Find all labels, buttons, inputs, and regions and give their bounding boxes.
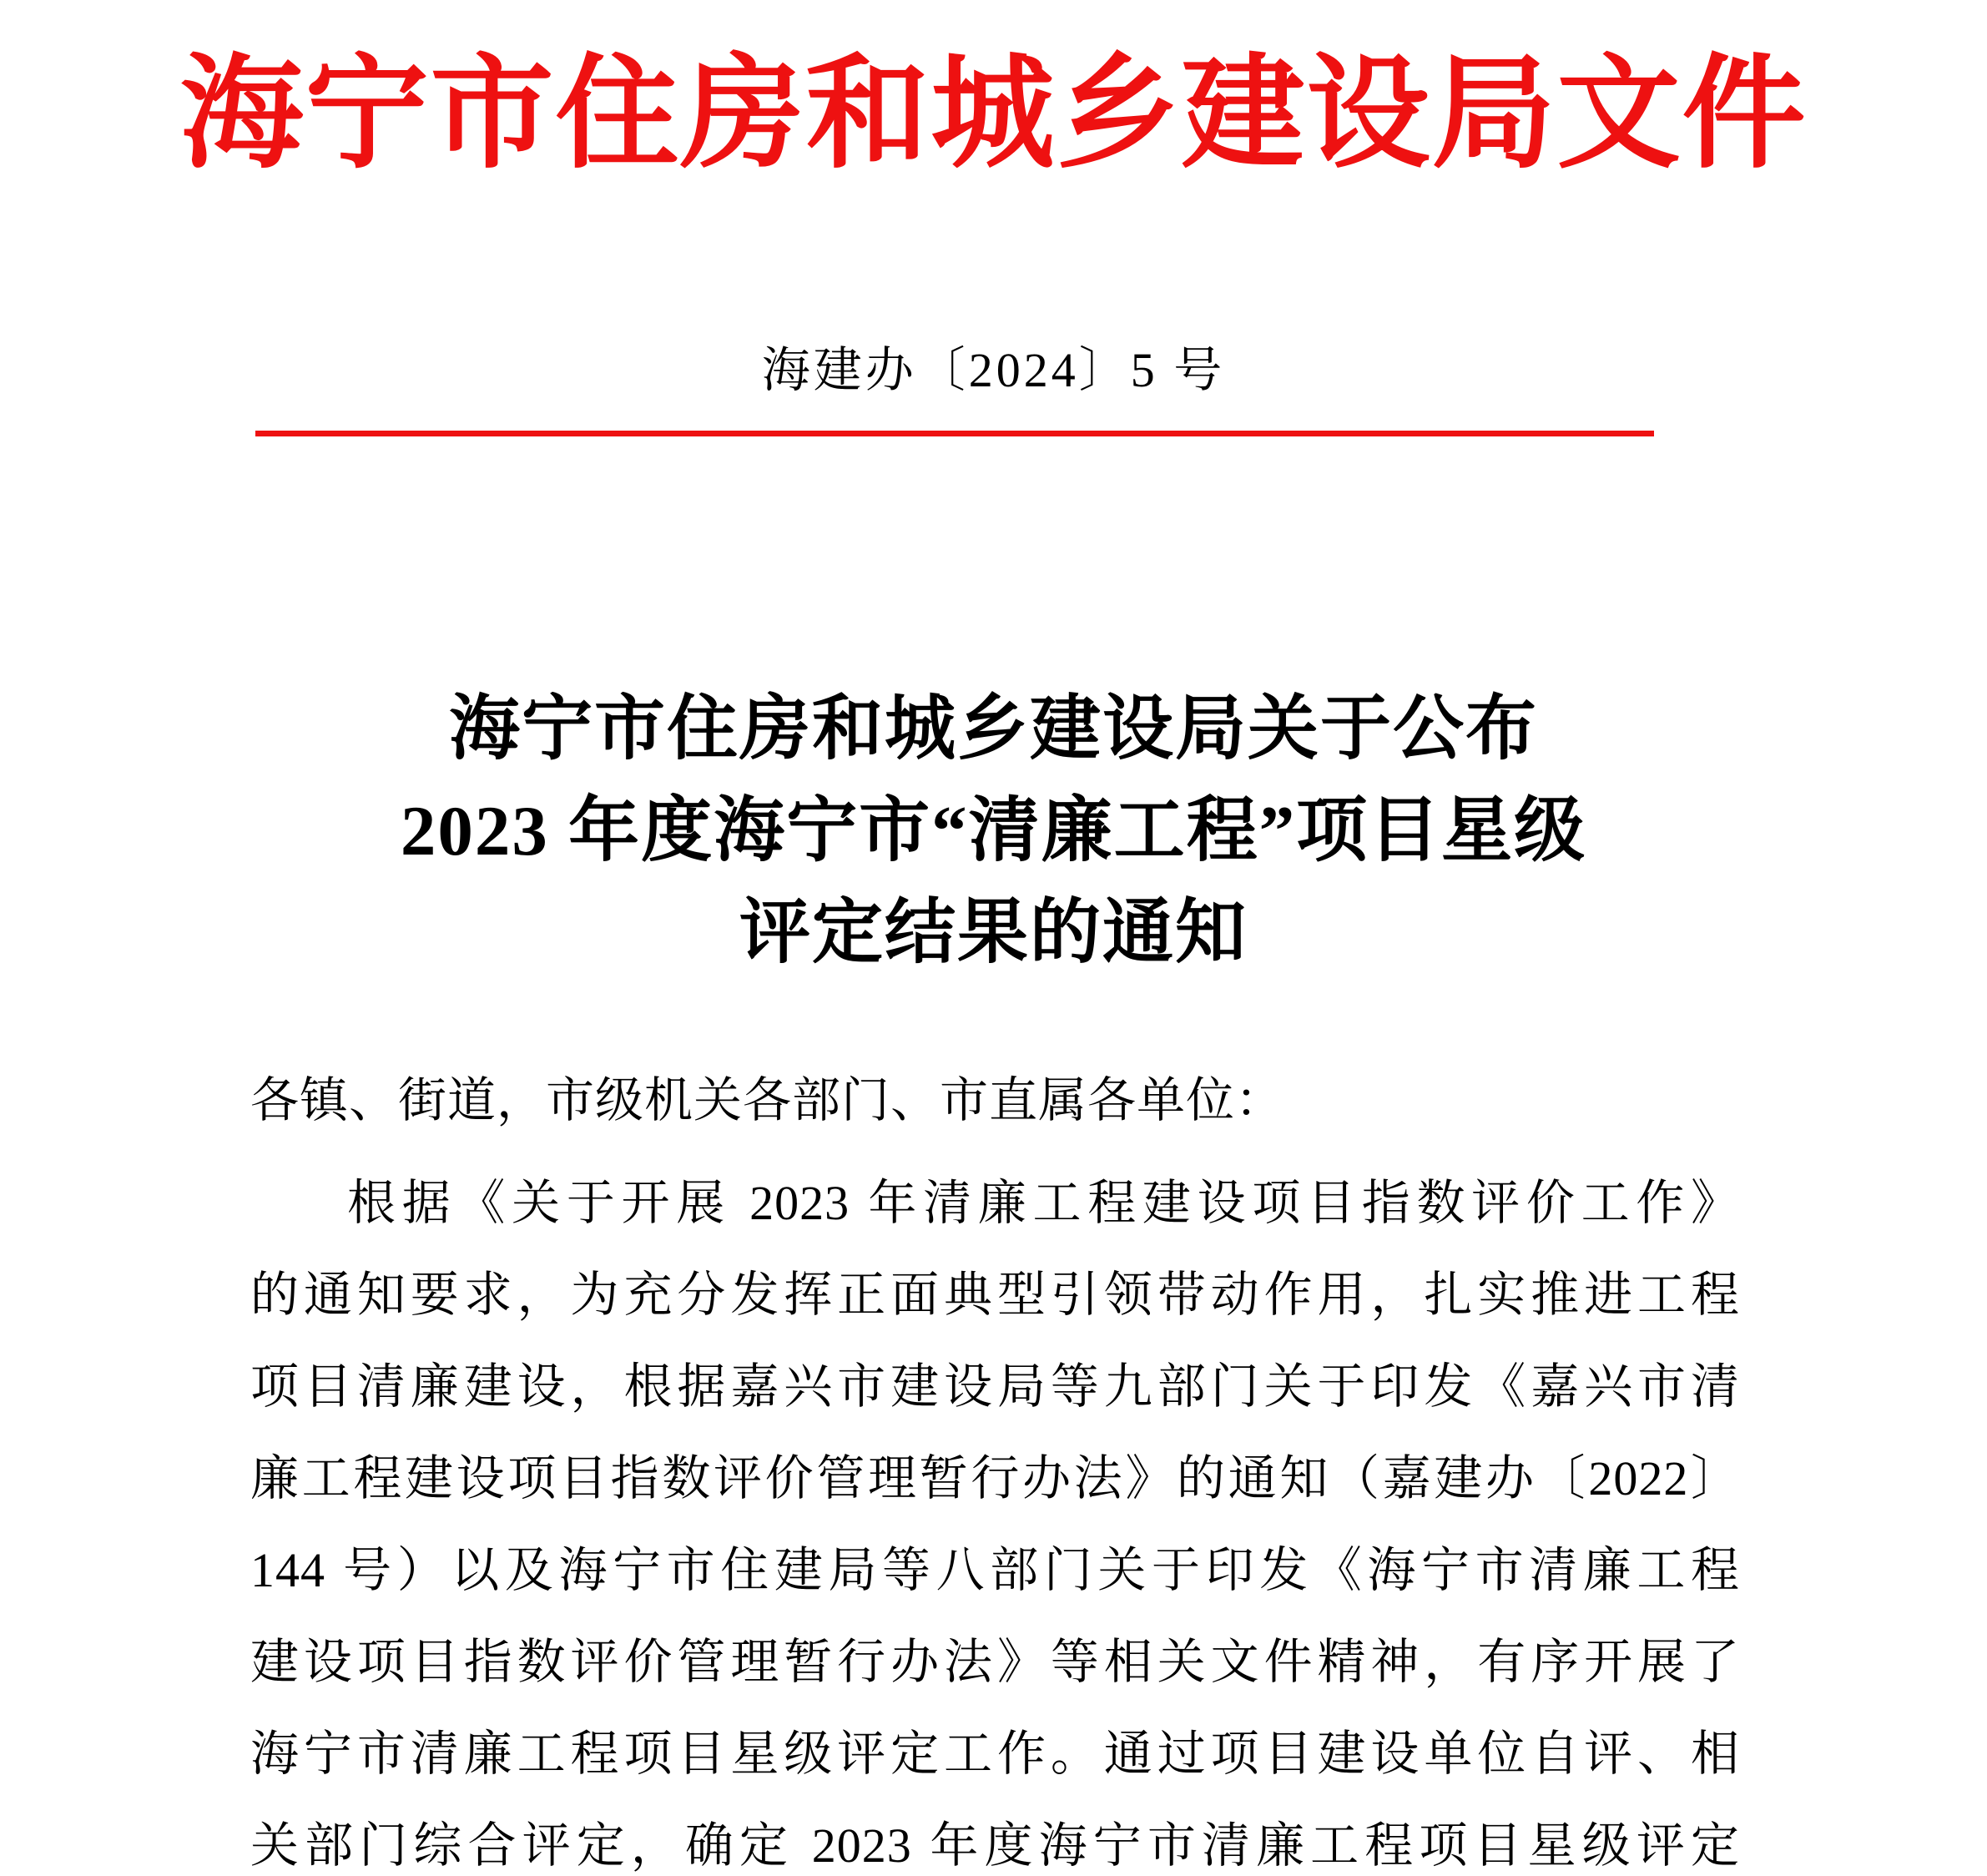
body-line-1: 根据《关于开展 2023 年清廉工程建设项目指数评价工作》: [347, 1176, 1740, 1230]
body-line-6: 建设项目指数评价管理暂行办法》等相关文件精神，有序开展了: [250, 1635, 1740, 1689]
body-line-2: 的通知要求，为充分发挥正面典型引领带动作用，扎实推进工程: [250, 1268, 1740, 1322]
body-line-4: 廉工程建设项目指数评价管理暂行办法》的通知（嘉建办〔2022〕: [250, 1451, 1740, 1505]
doc-number: 海建办〔2024〕5 号: [761, 343, 1226, 397]
body-line-7: 海宁市清廉工程项目星级评定工作。通过项目建设单位自评、相: [250, 1727, 1740, 1781]
body-line-5: 144 号）以及海宁市住建局等八部门关于印发《海宁市清廉工程: [250, 1543, 1740, 1597]
body-line-8: 关部门综合评定，确定 2023 年度海宁市清廉工程项目星级评定: [250, 1818, 1740, 1873]
notice-title-line-2: 2023 年度海宁市“清廉工程”项目星级: [400, 792, 1587, 870]
notice-title-line-3: 评定结果的通知: [739, 894, 1248, 972]
body-line-3: 项目清廉建设，根据嘉兴市建设局等九部门关于印发《嘉兴市清: [250, 1359, 1740, 1414]
salutation: 各镇、街道，市级机关各部门、市直属各单位：: [250, 1073, 1285, 1127]
agency-banner-title: 海宁市住房和城乡建设局文件: [179, 47, 1808, 184]
document-body: [0, 1067, 1987, 1876]
body-paragraph: [250, 1157, 1740, 1876]
red-separator-line: [255, 431, 1654, 436]
notice-title-line-1: 海宁市住房和城乡建设局关于公布: [448, 690, 1538, 769]
notice-title: [0, 678, 1987, 984]
